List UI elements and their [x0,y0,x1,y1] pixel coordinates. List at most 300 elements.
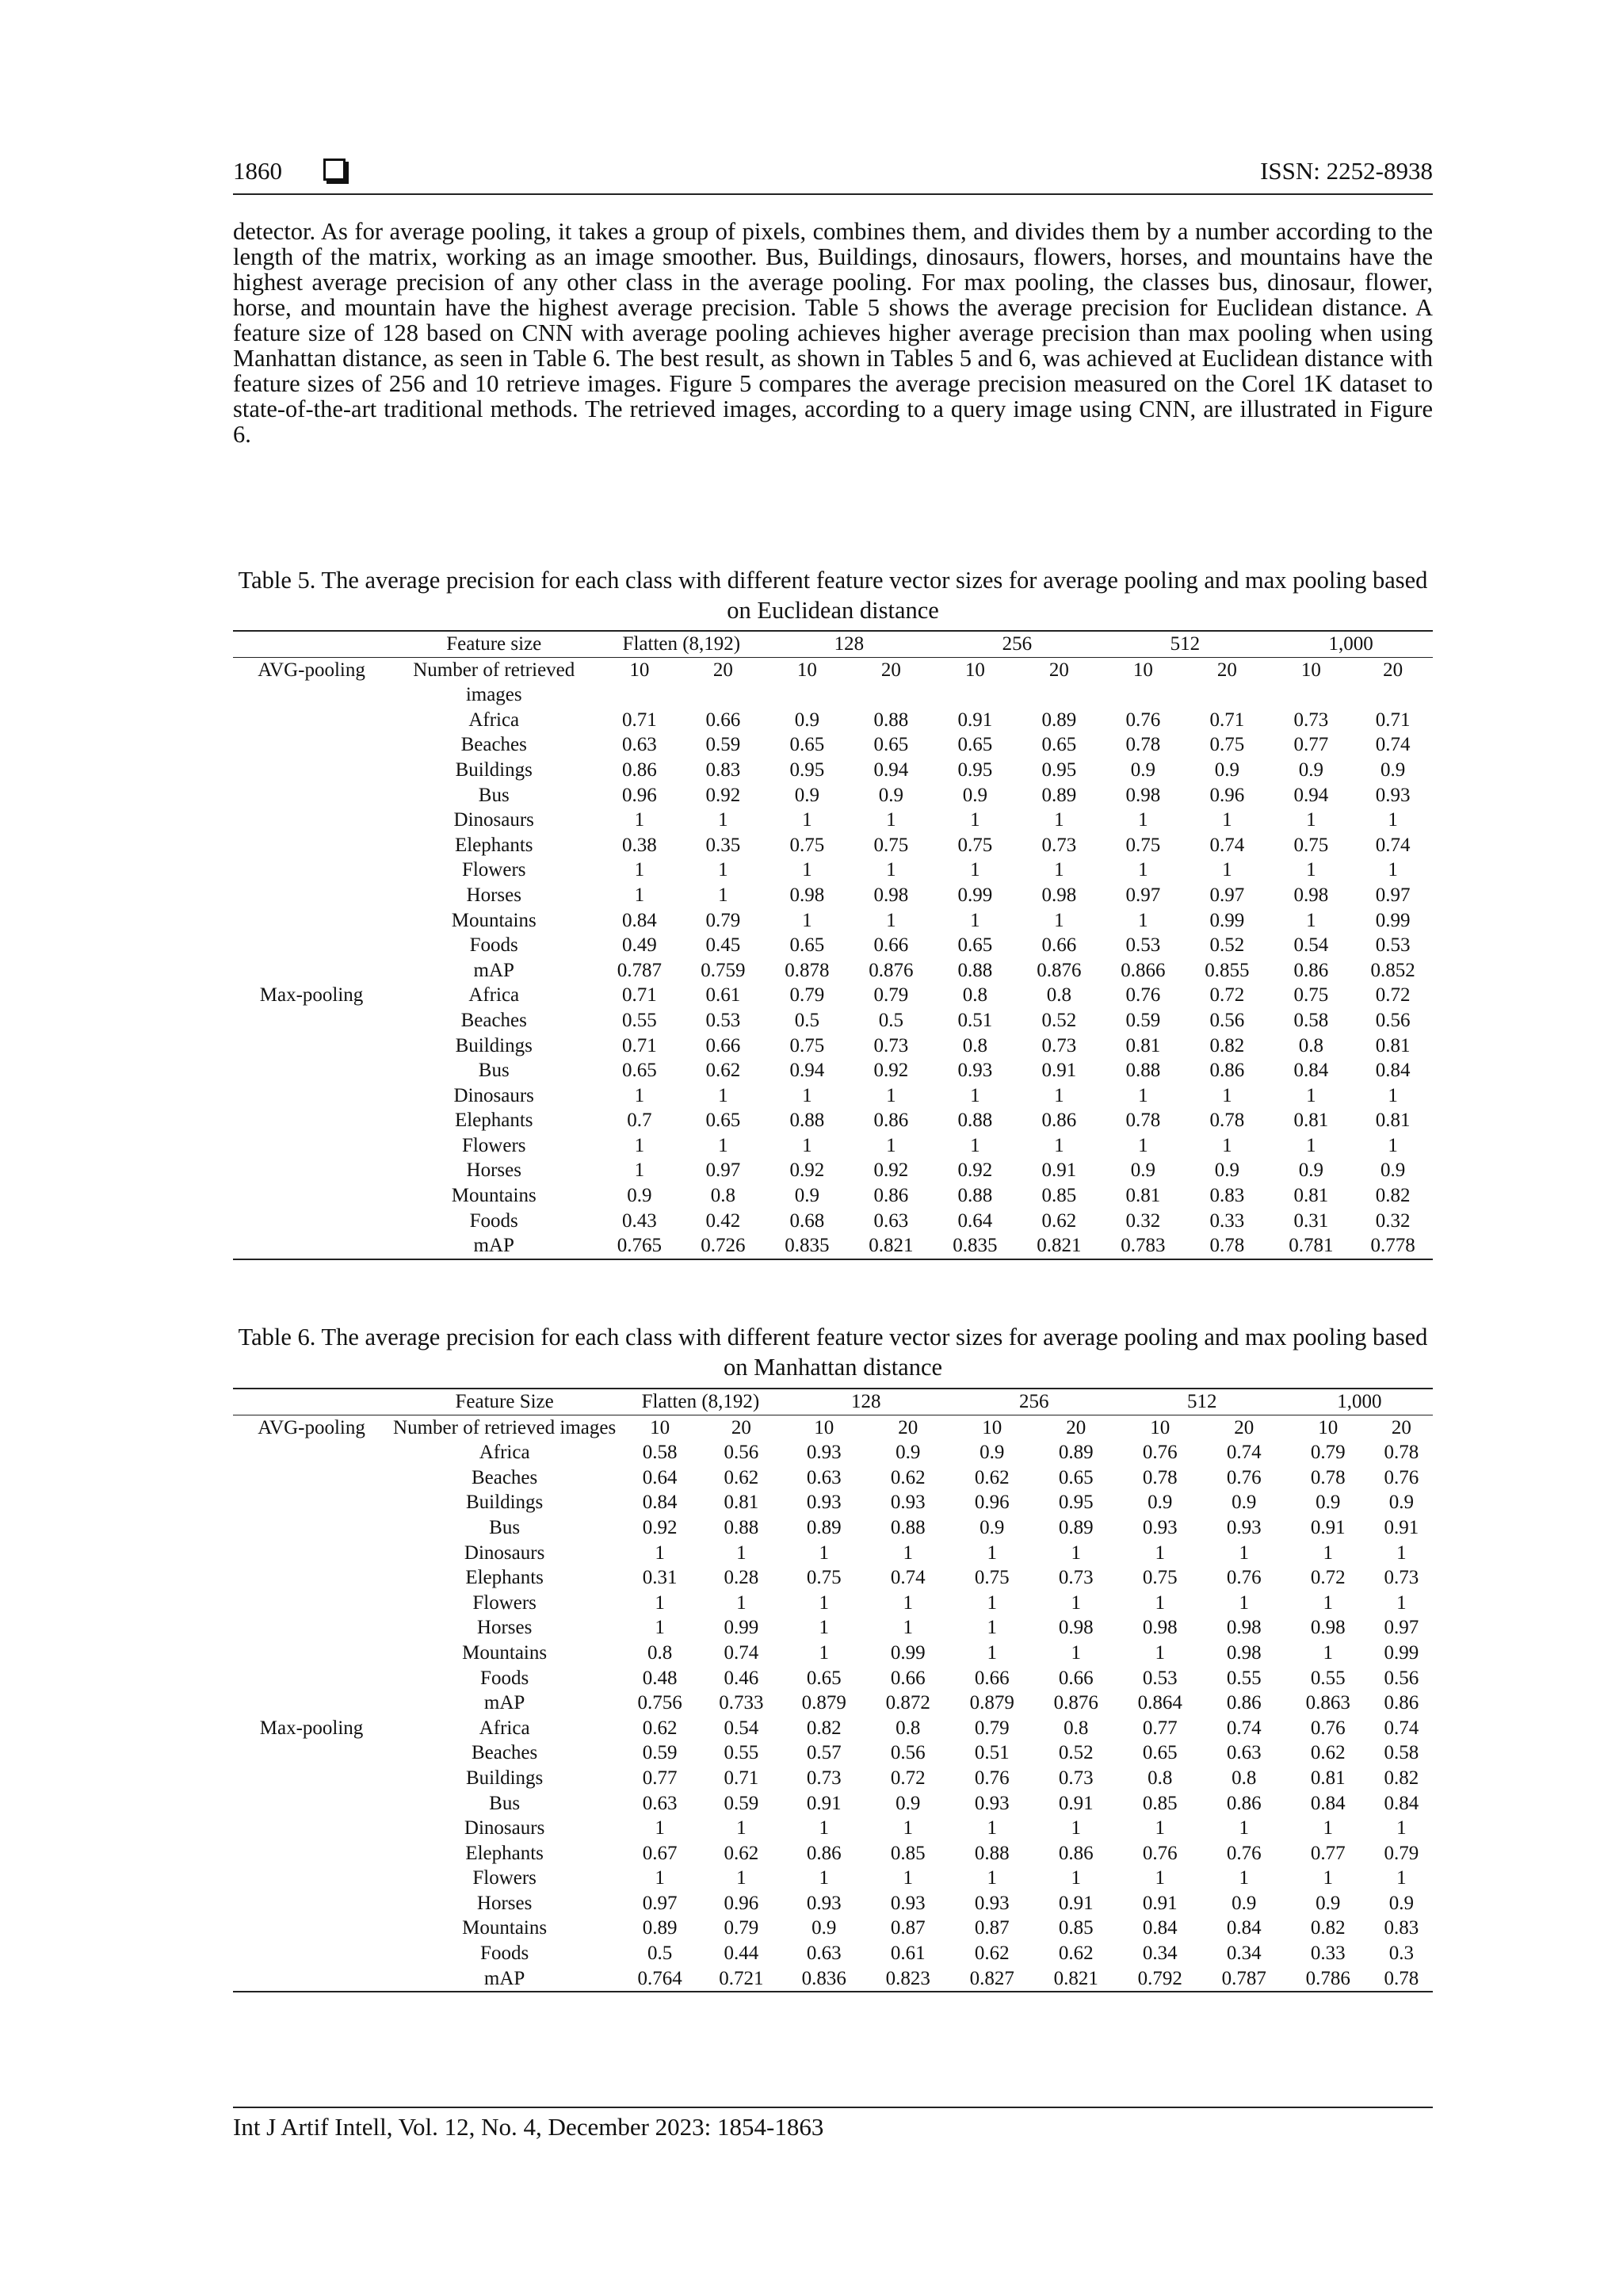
value-cell: 0.93 [974,1792,1010,1814]
value-cell: 1 [970,809,980,831]
value-cell: 0.63 [642,1792,678,1814]
feature-size-header: 256 [933,631,1101,657]
value-cell: 1 [1222,1134,1232,1156]
value-cell: 0.62 [724,1842,759,1864]
value-cell: 0.787 [617,959,662,981]
value-cell: 0.65 [789,734,825,756]
value-cell: 0.75 [1293,984,1329,1007]
blank-cell [233,1133,390,1159]
value-cell: 0.9 [1232,1892,1257,1914]
value-cell: 0.81 [724,1492,759,1514]
value-cell: 0.876 [1053,1692,1098,1714]
value-cell: 1 [1138,1134,1148,1156]
value-cell: 0.8 [710,1185,735,1207]
blank-cell [233,1565,390,1591]
value-cell: 0.9 [1388,1892,1414,1914]
value-cell: 0.38 [621,834,657,856]
value-cell: 0.65 [806,1667,842,1689]
value-cell: 1 [1323,1867,1333,1889]
value-cell: 0.821 [869,1235,914,1257]
value-cell: 0.9 [1381,758,1406,781]
value-cell: 0.8 [1298,1034,1323,1056]
value-cell: 0.823 [885,1967,930,1989]
value-cell: 0.852 [1370,959,1415,981]
value-cell: 0.787 [1221,1967,1266,1989]
value-cell: 0.8 [1148,1767,1173,1789]
value-cell: 0.99 [1375,909,1411,931]
value-cell: 0.32 [1125,1209,1161,1232]
value-cell: 0.87 [974,1917,1010,1939]
class-label: Beaches [460,734,527,756]
blank-cell [233,1389,390,1415]
table-row [233,983,1433,1008]
table-row [233,1641,1433,1666]
value-cell: 0.81 [1293,1110,1329,1132]
blank-cell [233,1108,390,1133]
value-cell: 1 [1155,1867,1165,1889]
blank-cell [233,1941,390,1966]
value-cell: 0.9 [794,709,819,731]
value-cell: 0.52 [1209,934,1245,957]
class-label: Elephants [454,834,533,856]
class-label: Mountains [462,1641,548,1664]
value-cell: 0.98 [1226,1617,1262,1639]
blank-cell [233,1966,390,1992]
value-cell: 0.81 [1293,1185,1329,1207]
retrieved-value: 10 [629,659,650,681]
feature-size-header: 128 [782,1389,950,1415]
value-cell: 1 [819,1817,829,1839]
value-cell: 0.9 [1316,1892,1341,1914]
value-cell: 0.88 [957,1185,993,1207]
retrieved-value: 10 [1300,659,1321,681]
value-cell: 1 [634,884,645,906]
value-cell: 1 [1054,809,1064,831]
value-cell: 0.55 [1310,1667,1346,1689]
class-label: mAP [473,959,514,981]
value-cell: 0.8 [962,984,987,1007]
value-cell: 1 [987,1867,997,1889]
table-row [233,732,1433,758]
value-cell: 0.93 [1142,1516,1178,1538]
value-cell: 0.827 [969,1967,1014,1989]
value-cell: 1 [1306,809,1316,831]
value-cell: 0.5 [794,1009,819,1031]
class-label: Dinosaurs [453,809,534,831]
value-cell: 0.59 [1125,1009,1161,1031]
class-label: Flowers [461,1134,526,1156]
value-cell: 0.93 [1226,1516,1262,1538]
value-cell: 0.9 [1232,1492,1257,1514]
table-row [233,1866,1433,1891]
value-cell: 0.46 [724,1667,759,1689]
value-cell: 1 [718,1084,728,1106]
value-cell: 0.53 [1375,934,1411,957]
value-cell: 0.92 [873,1060,909,1082]
value-cell: 0.85 [1041,1185,1077,1207]
value-cell: 0.95 [1041,758,1077,781]
class-label: Beaches [460,1009,527,1031]
retrieved-value: 10 [796,659,817,681]
value-cell: 1 [970,1134,980,1156]
value-cell: 0.74 [890,1567,926,1589]
value-cell: 0.66 [890,1667,926,1689]
value-cell: 1 [1388,809,1398,831]
value-cell: 0.86 [806,1842,842,1864]
value-cell: 0.33 [1209,1209,1245,1232]
group-label: AVG-pooling [258,659,365,681]
value-cell: 1 [1054,909,1064,931]
value-cell: 0.73 [1058,1767,1094,1789]
value-cell: 1 [1138,909,1148,931]
blank-cell [233,1615,390,1641]
value-cell: 1 [886,809,896,831]
class-label: Mountains [462,1917,548,1939]
header-row [233,1389,1433,1415]
retrieved-value: 20 [1048,659,1069,681]
value-cell: 0.62 [724,1466,759,1488]
retrieved-value: 10 [814,1416,834,1438]
value-cell: 0.855 [1205,959,1250,981]
table5-caption: Table 5. The average precision for each class with different feature vector sizes for average pooling and max pooling based on Euclidean distance [238,567,1428,624]
class-label: Flowers [472,1591,537,1614]
table-row [233,1158,1433,1183]
value-cell: 0.756 [637,1692,682,1714]
value-cell: 0.28 [724,1567,759,1589]
value-cell: 0.9 [878,784,903,806]
value-cell: 0.9 [1316,1492,1341,1514]
value-cell: 0.78 [1125,1110,1161,1132]
value-cell: 0.73 [1384,1567,1419,1589]
retrieved-value: 20 [731,1416,751,1438]
value-cell: 1 [1306,1084,1316,1106]
value-cell: 0.9 [1148,1492,1173,1514]
value-cell: 0.62 [974,1943,1010,1965]
value-cell: 0.75 [789,834,825,856]
value-cell: 1 [1071,1591,1081,1614]
feature-size-header: Flatten (8,192) [598,631,765,657]
group-label: Max-pooling [259,1717,364,1739]
value-cell: 0.63 [873,1209,909,1232]
value-cell: 0.45 [705,934,741,957]
table-row [233,1816,1433,1841]
value-cell: 0.86 [1058,1842,1094,1864]
value-cell: 0.75 [1142,1567,1178,1589]
value-cell: 1 [1071,1867,1081,1889]
value-cell: 0.92 [873,1159,909,1182]
value-cell: 0.63 [806,1943,842,1965]
value-cell: 1 [819,1591,829,1614]
value-cell: 0.62 [974,1466,1010,1488]
class-label: mAP [473,1235,514,1257]
value-cell: 1 [1323,1541,1333,1564]
value-cell: 1 [1071,1541,1081,1564]
table-row [233,1966,1433,1992]
value-cell: 0.75 [957,834,993,856]
feature-size-header: Flatten (8,192) [619,1389,782,1415]
value-cell: 1 [1071,1641,1081,1664]
blank-cell [233,1440,390,1465]
value-cell: 0.872 [885,1692,930,1714]
value-cell: 0.76 [1125,984,1161,1007]
retrieved-value: 20 [1234,1416,1254,1438]
value-cell: 0.35 [705,834,741,856]
value-cell: 1 [1155,1817,1165,1839]
blank-cell [233,958,390,984]
blank-cell [233,631,390,657]
value-cell: 0.866 [1121,959,1166,981]
value-cell: 0.49 [621,934,657,957]
value-cell: 0.88 [890,1516,926,1538]
value-cell: 1 [1388,1134,1398,1156]
value-cell: 0.74 [1226,1442,1262,1464]
value-cell: 0.64 [642,1466,678,1488]
value-cell: 1 [1323,1817,1333,1839]
table-row [233,1033,1433,1059]
table6-caption: Table 6. The average precision for each class with different feature vector sizes for average pooling and max pooling based on Manhattan distance [238,1324,1428,1381]
class-label: Elephants [465,1567,544,1589]
value-cell: 0.78 [1310,1466,1346,1488]
value-cell: 1 [802,1084,812,1106]
table-row [233,1233,1433,1259]
value-cell: 0.71 [1375,709,1411,731]
feature-size-label: Feature size [390,631,598,657]
value-cell: 0.88 [957,959,993,981]
value-cell: 0.66 [974,1667,1010,1689]
value-cell: 0.73 [1041,1034,1077,1056]
value-cell: 0.5 [878,1009,903,1031]
table-row [233,1666,1433,1691]
value-cell: 0.95 [789,758,825,781]
value-cell: 1 [718,884,728,906]
value-cell: 0.56 [724,1442,759,1464]
value-cell: 0.83 [1209,1185,1245,1207]
value-cell: 0.76 [1226,1567,1262,1589]
value-cell: 0.786 [1305,1967,1350,1989]
class-label: Foods [480,1943,529,1965]
class-label: Foods [469,934,518,957]
value-cell: 0.42 [705,1209,741,1232]
class-label: Buildings [455,1034,533,1056]
value-cell: 0.59 [642,1742,678,1764]
blank-cell [233,1209,390,1234]
blank-cell [233,1891,390,1916]
blank-cell [233,1866,390,1891]
value-cell: 0.75 [873,834,909,856]
value-cell: 0.53 [1142,1667,1178,1689]
value-cell: 0.31 [642,1567,678,1589]
value-cell: 0.73 [1041,834,1077,856]
value-cell: 0.879 [801,1692,846,1714]
value-cell: 1 [886,1134,896,1156]
retrieved-value: 20 [1391,1416,1411,1438]
value-cell: 0.835 [785,1235,830,1257]
value-cell: 0.84 [642,1492,678,1514]
value-cell: 1 [1138,809,1148,831]
value-cell: 0.75 [789,1034,825,1056]
table-row [233,1465,1433,1491]
blank-cell [233,883,390,908]
blank-cell [233,833,390,858]
value-cell: 0.84 [1310,1792,1346,1814]
value-cell: 0.84 [1142,1917,1178,1939]
table-row [233,1740,1433,1766]
value-cell: 1 [1155,1541,1165,1564]
value-cell: 1 [655,1617,665,1639]
value-cell: 0.9 [962,784,987,806]
value-cell: 0.89 [1041,784,1077,806]
value-cell: 0.58 [1384,1742,1419,1764]
feature-size-header: 512 [1118,1389,1286,1415]
value-cell: 0.92 [957,1159,993,1182]
blank-cell [233,1666,390,1691]
value-cell: 0.84 [1226,1917,1262,1939]
value-cell: 0.876 [1037,959,1082,981]
value-cell: 0.82 [1384,1767,1419,1789]
value-cell: 1 [819,1867,829,1889]
value-cell: 0.51 [974,1742,1010,1764]
value-cell: 0.91 [1384,1516,1419,1538]
value-cell: 0.74 [724,1641,759,1664]
value-cell: 0.55 [1226,1667,1262,1689]
value-cell: 0.89 [1041,709,1077,731]
value-cell: 0.79 [724,1917,759,1939]
value-cell: 0.88 [724,1516,759,1538]
value-cell: 0.88 [974,1842,1010,1864]
value-cell: 0.98 [1293,884,1329,906]
value-cell: 0.93 [890,1492,926,1514]
value-cell: 0.74 [1226,1717,1262,1739]
value-cell: 0.66 [873,934,909,957]
value-cell: 0.71 [621,984,657,1007]
class-label: Dinosaurs [464,1817,545,1839]
retrieved-value: 20 [1383,659,1403,681]
value-cell: 1 [655,1541,665,1564]
value-cell: 0.83 [1384,1917,1419,1939]
class-label: Africa [479,1717,530,1739]
value-cell: 0.62 [890,1466,926,1488]
class-label: Horses [476,1892,533,1914]
value-cell: 0.88 [789,1110,825,1132]
value-cell: 0.86 [1226,1792,1262,1814]
value-cell: 0.86 [873,1110,909,1132]
value-cell: 0.95 [957,758,993,781]
class-label: Horses [476,1617,533,1639]
blank-cell [233,1008,390,1033]
value-cell: 0.78 [1209,1235,1245,1257]
value-cell: 0.78 [1384,1442,1419,1464]
value-cell: 0.61 [890,1943,926,1965]
value-cell: 0.79 [789,984,825,1007]
value-cell: 0.52 [1041,1009,1077,1031]
value-cell: 0.65 [705,1110,741,1132]
class-label: Mountains [451,1185,537,1207]
retrieved-value: 20 [898,1416,918,1438]
value-cell: 0.79 [1384,1842,1419,1864]
value-cell: 0.79 [974,1717,1010,1739]
table-row [233,1541,1433,1566]
value-cell: 0.56 [1209,1009,1245,1031]
feature-size-header: 128 [765,631,933,657]
value-cell: 0.54 [724,1717,759,1739]
value-cell: 0.63 [1226,1742,1262,1764]
class-label: Buildings [455,758,533,781]
value-cell: 0.65 [621,1060,657,1082]
value-cell: 0.879 [969,1692,1014,1714]
value-cell: 0.75 [1293,834,1329,856]
value-cell: 0.78 [1142,1466,1178,1488]
value-cell: 0.9 [794,1185,819,1207]
value-cell: 0.94 [873,758,909,781]
table-row [233,1440,1433,1465]
value-cell: 0.65 [873,734,909,756]
value-cell: 0.93 [890,1892,926,1914]
blank-cell [233,1083,390,1109]
value-cell: 0.85 [1142,1792,1178,1814]
value-cell: 0.86 [1226,1692,1262,1714]
retrieved-value: 10 [650,1416,670,1438]
value-cell: 0.51 [957,1009,993,1031]
value-cell: 0.76 [1310,1717,1346,1739]
value-cell: 0.98 [789,884,825,906]
value-cell: 0.97 [1209,884,1245,906]
value-cell: 0.48 [642,1667,678,1689]
blank-cell [233,1841,390,1866]
value-cell: 1 [1396,1591,1407,1614]
table-row [233,1891,1433,1916]
value-cell: 1 [634,809,645,831]
retrieved-label: Number of retrieved images [393,1416,617,1438]
value-cell: 0.94 [1293,784,1329,806]
value-cell: 0.55 [724,1742,759,1764]
retrieved-value: 10 [982,1416,1002,1438]
value-cell: 1 [1396,1541,1407,1564]
value-cell: 0.91 [1310,1516,1346,1538]
value-cell: 1 [886,909,896,931]
value-cell: 0.781 [1289,1235,1334,1257]
value-cell: 0.792 [1137,1967,1182,1989]
value-cell: 1 [987,1641,997,1664]
value-cell: 1 [736,1867,747,1889]
page-number: 1860 [233,157,282,185]
class-label: Horses [466,1159,521,1182]
value-cell: 0.34 [1142,1943,1178,1965]
value-cell: 0.54 [1293,934,1329,957]
value-cell: 0.62 [705,1060,741,1082]
class-label: Buildings [466,1767,544,1789]
value-cell: 1 [1155,1591,1165,1614]
value-cell: 1 [886,1084,896,1106]
class-label: Mountains [451,909,537,931]
value-cell: 1 [1054,1084,1064,1106]
value-cell: 0.78 [1125,734,1161,756]
blank-cell [233,1690,390,1716]
value-cell: 0.93 [806,1892,842,1914]
value-cell: 1 [1239,1867,1249,1889]
blank-cell [233,1816,390,1841]
class-label: Foods [480,1667,529,1689]
class-label: Bus [489,1516,521,1538]
value-cell: 0.91 [1041,1159,1077,1182]
value-cell: 0.759 [701,959,746,981]
value-cell: 0.88 [957,1110,993,1132]
class-label: Dinosaurs [464,1541,545,1564]
blank-cell [233,1591,390,1616]
value-cell: 1 [1239,1591,1249,1614]
value-cell: 0.62 [1041,1209,1077,1232]
class-label: Bus [478,784,510,806]
value-cell: 0.65 [957,934,993,957]
